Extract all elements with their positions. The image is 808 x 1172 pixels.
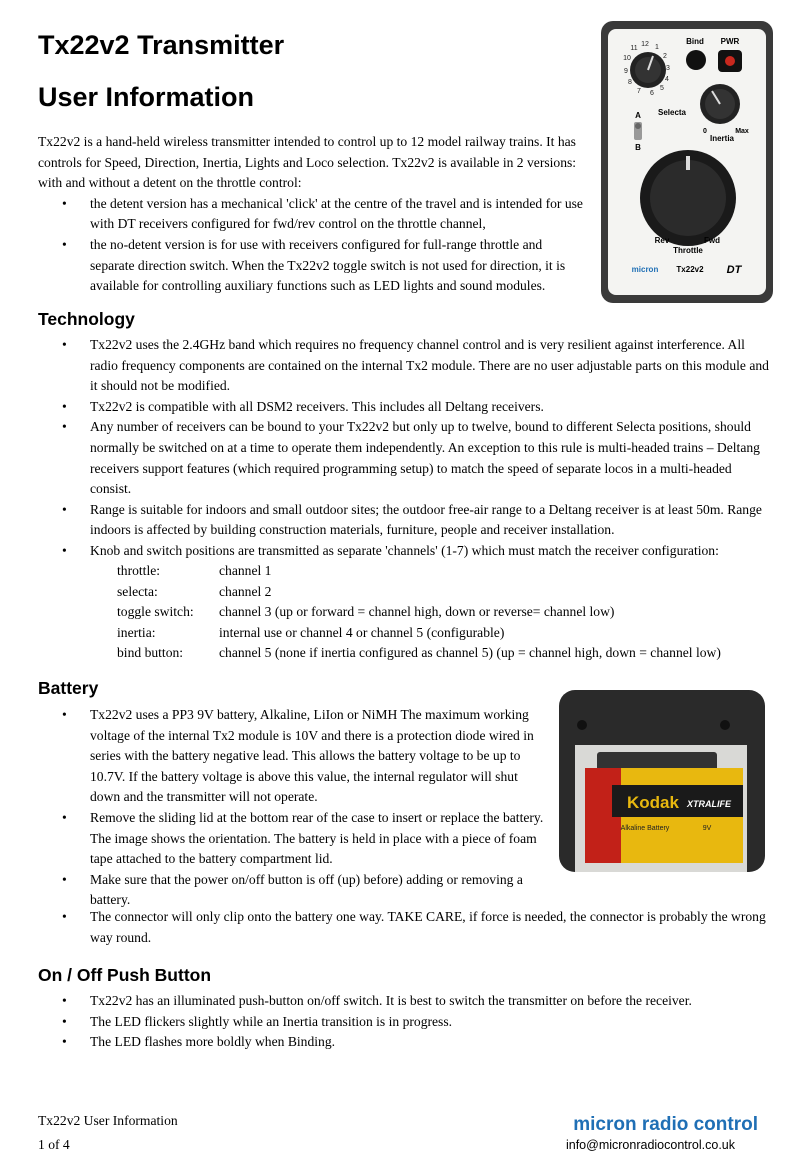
selecta-num: 12 bbox=[641, 41, 649, 48]
onoff-section bbox=[38, 991, 773, 1053]
list-item: • The LED flickers slightly while an Inertia transition is in progress. bbox=[38, 1012, 773, 1033]
company-logo bbox=[548, 1106, 760, 1136]
selecta-num: 8 bbox=[628, 79, 632, 86]
selecta-num: 1 bbox=[655, 44, 659, 51]
selecta-num: 3 bbox=[666, 65, 670, 72]
page-title: Tx22v2 Transmitter bbox=[38, 30, 285, 60]
selecta-num: 9 bbox=[624, 68, 628, 75]
selecta-num: 10 bbox=[623, 55, 631, 62]
inertia-label: Inertia bbox=[709, 134, 735, 143]
inertia-knob bbox=[700, 84, 740, 124]
channel-row bbox=[117, 643, 721, 664]
bind-label: Bind bbox=[686, 37, 704, 46]
onoff-list bbox=[38, 991, 773, 1053]
technology-section bbox=[38, 335, 770, 562]
battery-model: 9V bbox=[702, 825, 712, 832]
channel-control: inertia: bbox=[117, 624, 156, 640]
selecta-num: 6 bbox=[650, 90, 654, 97]
onoff-heading: On / Off Push Button bbox=[38, 965, 212, 985]
list-item: • Tx22v2 uses the 2.4GHz band which requires no frequency channel control and is very resilient against interference. All radio frequency components are contained on the internal Tx2 module. There are no user adjustable parts on this module and it should not be modified. bbox=[38, 335, 770, 397]
intro-section bbox=[38, 132, 590, 297]
battery-list-cont bbox=[38, 907, 773, 948]
selecta-label: Selecta bbox=[657, 108, 687, 117]
channel-value: channel 3 (up or forward = channel high, down or reverse= channel low) bbox=[219, 604, 615, 619]
micron-logo: micron bbox=[631, 265, 659, 274]
channel-row bbox=[117, 623, 721, 644]
throttle-knob bbox=[640, 150, 736, 246]
channel-control: bind button: bbox=[117, 645, 184, 660]
channel-control: throttle: bbox=[117, 563, 161, 578]
battery-section-cont bbox=[38, 907, 773, 948]
selecta-num: 11 bbox=[630, 45, 638, 52]
inertia-min: 0 bbox=[703, 128, 707, 135]
list-item: • Tx22v2 uses a PP3 9V battery, Alkaline, LiIon or NiMH The maximum working voltage of the internal Tx2 module is 10V and there is a protection diode wired in series with the battery negative lead. This allows the battery voltage to be up to 10.7V. If the battery voltage is above this value, the internal regulator will shut down and the transmitter will not operate. bbox=[38, 705, 546, 808]
battery-sub: Alkaline Battery bbox=[620, 825, 670, 832]
list-item: • Make sure that the power on/off button is off (up) before) adding or removing a battery. bbox=[38, 870, 546, 911]
intro-list bbox=[38, 194, 590, 297]
channel-table bbox=[117, 561, 721, 664]
intro-paragraph: Tx22v2 is a hand-held wireless transmitter intended to control up to 12 model railway trains. It has controls for Speed, Direction, Inertia, Lights and Loco selection. Tx22v2 is available in 2 versions: with and without a detent on the throttle control: bbox=[38, 134, 577, 191]
list-item: • The connector will only clip onto the battery one way. TAKE CARE, if force is needed, the connector is probably the wrong way round. bbox=[38, 907, 773, 948]
battery-heading: Battery bbox=[38, 678, 99, 698]
list-item: • Tx22v2 is compatible with all DSM2 receivers. This includes all Deltang receivers. bbox=[38, 397, 770, 418]
channel-row bbox=[117, 582, 721, 603]
channel-value: internal use or channel 4 or channel 5 (configurable) bbox=[219, 624, 505, 640]
technology-heading: Technology bbox=[38, 309, 135, 329]
rev-label: Rev bbox=[654, 236, 670, 245]
list-item: • Range is suitable for indoors and small outdoor sites; the outdoor free-air range to a Deltang receiver is at least 50m. Range indoors is affected by building construction materials, furniture, people and receiver installation. bbox=[38, 500, 770, 541]
toggle-a-label: A bbox=[635, 111, 641, 120]
battery-section bbox=[38, 705, 546, 911]
model-label: Tx22v2 bbox=[676, 265, 704, 274]
list-item: • Knob and switch positions are transmitted as separate 'channels' (1-7) which must match the receiver configuration: bbox=[38, 541, 770, 562]
battery-image bbox=[557, 690, 767, 872]
footer-email[interactable]: info@micronradiocontrol.co.uk bbox=[565, 1138, 735, 1152]
list-item: • Any number of receivers can be bound to your Tx22v2 but only up to twelve, bound to different Selecta positions, should normally be switched on at a time to operate them independently. An exception to this rule is multi-headed trains – Deltang receivers support features (which required programming setup) to match the speed of separate locos in a multi-headed consist. bbox=[38, 417, 770, 499]
battery-brand: Kodak bbox=[627, 793, 679, 812]
transmitter-image bbox=[600, 20, 774, 304]
footer-page-number: 1 of 4 bbox=[38, 1137, 70, 1152]
list-item: • The LED flashes more boldly when Binding. bbox=[38, 1032, 773, 1053]
footer-doc-name: Tx22v2 User Information bbox=[38, 1113, 178, 1128]
fwd-label: Fwd bbox=[704, 236, 720, 245]
page-subtitle: User Information bbox=[38, 82, 255, 112]
channel-control: selecta: bbox=[117, 583, 158, 599]
channel-value: channel 5 (none if inertia configured as channel 5) (up = channel high, down = channel low) bbox=[219, 645, 721, 660]
throttle-label: Throttle bbox=[673, 246, 703, 255]
inertia-max: Max bbox=[735, 128, 749, 135]
list-item: • Tx22v2 has an illuminated push-button on/off switch. It is best to switch the transmitter on before the receiver. bbox=[38, 991, 773, 1012]
technology-list bbox=[38, 335, 770, 562]
selecta-knob bbox=[630, 52, 666, 88]
channel-control: toggle switch: bbox=[117, 604, 194, 619]
channel-value: channel 1 bbox=[219, 563, 272, 578]
selecta-num: 4 bbox=[665, 76, 669, 83]
list-item: • the no-detent version is for use with receivers configured for full-range throttle and separate direction switch. When the Tx22v2 toggle switch is not used for direction, it is available for controlling auxiliary functions such as LED lights and sound modules. bbox=[38, 235, 590, 297]
selecta-num: 2 bbox=[663, 53, 667, 60]
toggle-b-label: B bbox=[635, 143, 641, 152]
list-item: • the detent version has a mechanical 'click' at the centre of the travel and is intended for use with DT receivers configured for fwd/rev control on the throttle channel, bbox=[38, 194, 590, 235]
bind-button bbox=[686, 50, 706, 70]
channel-row bbox=[117, 561, 721, 582]
selecta-num: 7 bbox=[637, 88, 641, 95]
selecta-num: 5 bbox=[660, 85, 664, 92]
channel-row bbox=[117, 602, 721, 623]
channel-value: channel 2 bbox=[219, 583, 272, 599]
company-name: micron radio control bbox=[573, 1114, 758, 1135]
battery-line: XTRALIFE bbox=[687, 799, 731, 809]
battery bbox=[585, 768, 743, 863]
pwr-label: PWR bbox=[720, 37, 740, 46]
dt-logo: DT bbox=[726, 264, 742, 276]
battery-list bbox=[38, 705, 546, 911]
list-item: • Remove the sliding lid at the bottom rear of the case to insert or replace the battery. The image shows the orientation. The battery is held in place with a piece of foam tape attached to the battery compartment lid. bbox=[38, 808, 546, 870]
